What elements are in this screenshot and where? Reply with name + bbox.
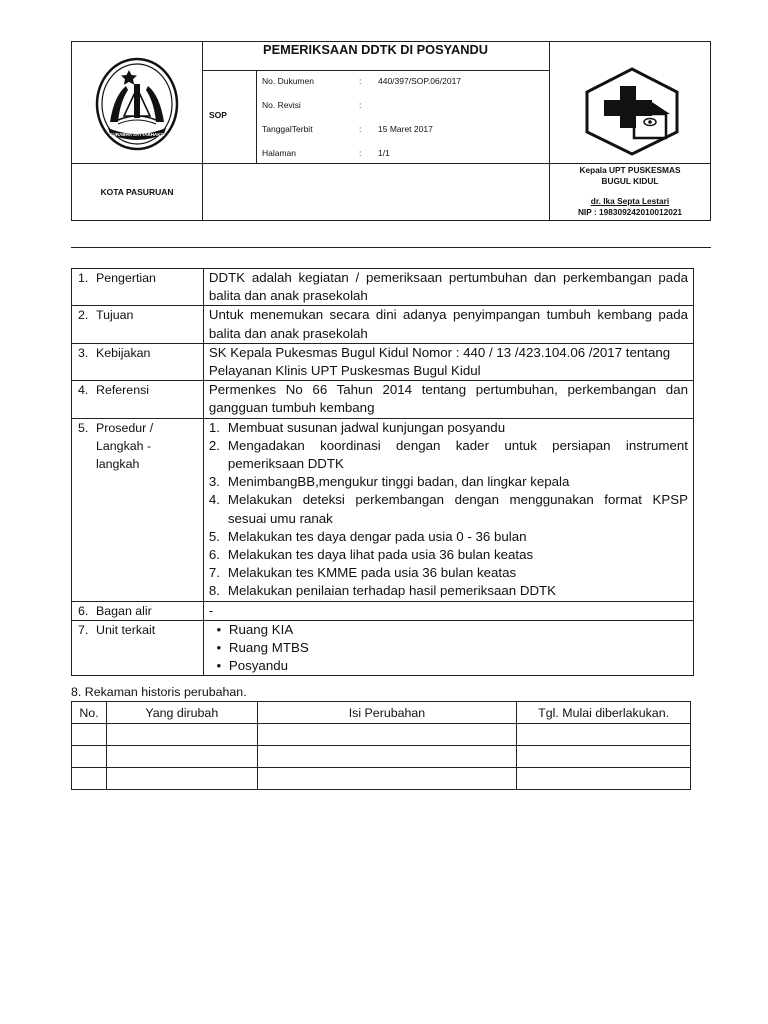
meta-label: TanggalTerbit <box>262 124 313 134</box>
meta-colon: : <box>359 148 362 158</box>
section-text: - <box>203 601 693 620</box>
document-meta <box>262 76 542 172</box>
section-number: 7. <box>78 622 89 637</box>
meta-row-revision <box>262 100 542 124</box>
bullet-icon: • <box>216 640 222 656</box>
sop-content-table <box>71 268 694 676</box>
city-name: KOTA PASURUAN <box>100 187 174 197</box>
section-label: Referensi <box>96 383 150 398</box>
section-number: 6. <box>78 603 89 618</box>
meta-label: Halaman <box>262 148 297 158</box>
sop-label: SOP <box>209 110 227 120</box>
section-number: 3. <box>78 345 89 360</box>
sop-header <box>71 41 711 221</box>
column-header: Tgl. Mulai diberlakukan. <box>517 702 691 724</box>
section-row-bagan-alir <box>72 601 694 620</box>
meta-colon: : <box>359 100 362 110</box>
city-seal-logo <box>94 56 180 157</box>
section-label: Kebijakan <box>96 345 151 360</box>
sign-name: dr. Ika Septa Lestari <box>590 196 670 206</box>
section-text: DDTK adalah kegiatan / pemeriksaan pertumbuhan dan perkembangan pada balita dan anak prasekolah <box>203 269 693 306</box>
section-text: Untuk menemukan secara dini adanya penyimpangan tumbuh kembang pada balita dan anak prasekolah <box>203 306 693 343</box>
history-table <box>71 701 691 790</box>
procedure-step: 8. Melakukan penilaian terhadap hasil pemeriksaan DDTK <box>208 583 557 599</box>
meta-colon: : <box>359 124 362 134</box>
section-label: Tujuan <box>96 308 134 323</box>
table-row <box>72 768 691 790</box>
meta-row-document-number <box>262 76 542 100</box>
seal-text: SURABHA SATYABHAKTI <box>109 132 165 137</box>
procedure-step: 1. Membuat susunan jadwal kunjungan posyandu <box>208 419 506 435</box>
section-number: 5. <box>78 420 89 435</box>
procedure-step: 4. Melakukan deteksi perkembangan dengan menggunakan format KPSP sesuai umu ranak <box>208 492 688 526</box>
signature-block <box>550 165 710 218</box>
sign-line-2: BUGUL KIDUL <box>601 176 659 186</box>
section-row-kebijakan <box>72 343 694 380</box>
bullet-icon: • <box>216 621 222 637</box>
related-unit-item: • Ruang KIA <box>209 621 688 639</box>
section-number: 2. <box>78 308 89 323</box>
meta-colon: : <box>359 76 362 86</box>
meta-value: 15 Maret 2017 <box>378 124 433 134</box>
section-row-unit-terkait <box>72 620 694 676</box>
related-unit-item: • Posyandu <box>209 657 688 675</box>
procedure-step: 6. Melakukan tes daya lihat pada usia 36 bulan keatas <box>208 547 534 563</box>
procedure-steps <box>203 418 693 601</box>
section-row-pengertian <box>72 269 694 306</box>
section-label: Bagan alir <box>96 603 152 618</box>
meta-row-issue-date <box>262 124 542 148</box>
section-text: SK Kepala Pukesmas Bugul Kidul Nomor : 440 / 13 /423.104.06 /2017 tentang Pelayanan Klinis UPT Puskesmas Bugul Kidul <box>203 343 693 380</box>
column-header: No. <box>72 702 107 724</box>
section-number: 1. <box>78 271 89 285</box>
section-label: Prosedur / Langkah - langkah <box>96 420 154 472</box>
procedure-step: 7. Melakukan tes KMME pada usia 36 bulan keatas <box>208 565 517 581</box>
table-row <box>72 746 691 768</box>
procedure-step: 5. Melakukan tes daya dengar pada usia 0 - 36 bulan <box>208 528 527 544</box>
sign-nip: NIP : 198309242010012021 <box>577 207 683 217</box>
sign-line-1: Kepala UPT PUSKESMAS <box>579 165 681 175</box>
meta-label: No. Revisi <box>262 100 301 110</box>
section-label: Unit terkait <box>96 622 156 637</box>
section-label: Pengertian <box>96 271 156 285</box>
related-units <box>203 620 693 676</box>
related-unit-item: • Ruang MTBS <box>209 639 688 657</box>
meta-value: 1/1 <box>378 148 390 158</box>
document-title: PEMERIKSAAN DDTK DI POSYANDU <box>263 42 488 57</box>
section-text: Permenkes No 66 Tahun 2014 tentang pertumbuhan, perkembangan dan gangguan tumbuh kembang <box>203 381 693 418</box>
meta-value: 440/397/SOP.06/2017 <box>378 76 462 86</box>
meta-label: No. Dukumen <box>262 76 314 86</box>
puskesmas-logo <box>582 66 682 161</box>
section-row-tujuan <box>72 306 694 343</box>
separator-line <box>71 247 711 248</box>
section-row-referensi <box>72 381 694 418</box>
table-row <box>72 724 691 746</box>
column-header: Isi Perubahan <box>257 702 517 724</box>
column-header: Yang dirubah <box>106 702 257 724</box>
procedure-step: 3. MenimbangBB,mengukur tinggi badan, dan lingkar kepala <box>208 474 570 490</box>
section-number: 4. <box>78 383 89 398</box>
history-title: 8. Rekaman historis perubahan. <box>71 685 247 699</box>
history-header-row <box>72 702 691 724</box>
section-row-prosedur <box>72 418 694 601</box>
procedure-step: 2. Mengadakan koordinasi dengan kader untuk persiapan instrument pemeriksaan DDTK <box>208 437 688 472</box>
bullet-icon: • <box>216 658 222 674</box>
meta-row-page <box>262 148 542 172</box>
